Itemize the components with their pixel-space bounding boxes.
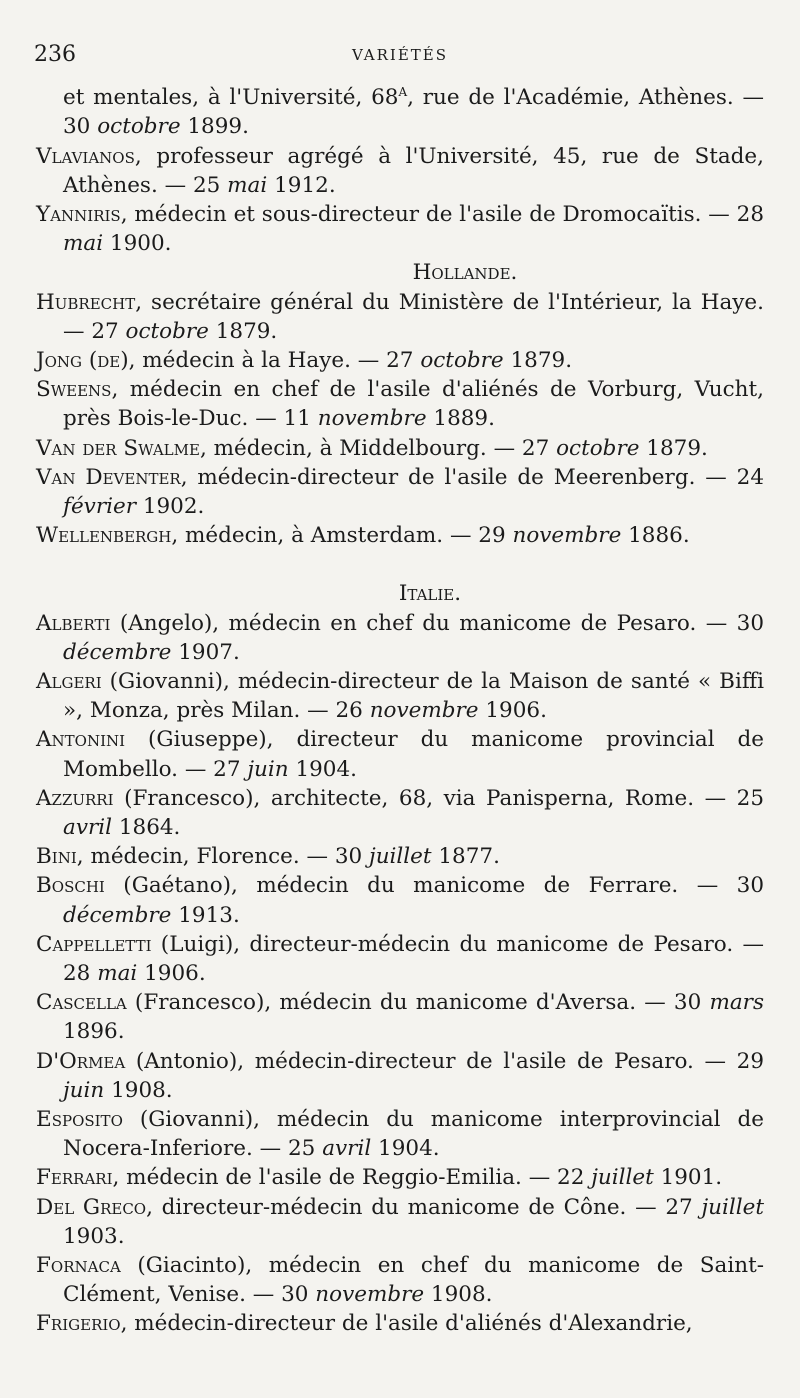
entry-text: (Giovanni), médecin-directeur de la Maison de santé « Biffi », Monza, près Milan. — 26 bbox=[63, 669, 764, 724]
entry bbox=[36, 434, 764, 463]
entry-date: février bbox=[63, 494, 136, 519]
entry-date: octobre bbox=[556, 435, 640, 461]
entry bbox=[36, 463, 764, 521]
entry bbox=[36, 1163, 764, 1192]
entry-name: Ferrari bbox=[36, 1165, 113, 1191]
entry-date: novembre bbox=[317, 406, 427, 432]
entry-date: juin bbox=[247, 756, 289, 782]
section-heading-holland: Hollande. bbox=[412, 260, 518, 286]
entry-name: D'Ormea bbox=[36, 1048, 126, 1074]
page-header bbox=[34, 42, 766, 72]
entry-year: 1906. bbox=[137, 961, 206, 987]
entry-year: 1904. bbox=[288, 756, 357, 782]
entry-name: Algeri bbox=[36, 669, 102, 695]
entry-name: Fornaca bbox=[36, 1253, 121, 1279]
entry-text: (Francesco), médecin du manicome d'Aversa. — 30 bbox=[126, 990, 710, 1016]
entry-name: Bini bbox=[36, 844, 77, 870]
entry-year: 1913. bbox=[171, 902, 240, 928]
running-title: VARIÉTÉS bbox=[351, 46, 449, 64]
entry-year: 1889. bbox=[426, 406, 495, 432]
entry-date: mai bbox=[63, 231, 104, 257]
italy-entries bbox=[36, 609, 764, 1310]
entry-year: 1879. bbox=[503, 347, 573, 373]
entry-text: (Giacinto), médecin en chef du manicome de Saint-Clément, Venise. — 30 bbox=[63, 1253, 764, 1308]
entry bbox=[36, 1105, 764, 1163]
entry-date: juin bbox=[63, 1077, 105, 1103]
entry-year: 1906. bbox=[478, 698, 547, 724]
entry-name: Hubrecht bbox=[36, 289, 136, 315]
entry-last: Frigerio, médecin-directeur de l'asile d'aliénés d'Alexandrie, bbox=[36, 1311, 693, 1337]
entry-year: 1879. bbox=[639, 435, 708, 461]
entry-name: Esposito bbox=[36, 1107, 123, 1133]
entry-name: Van Deventer bbox=[36, 464, 181, 490]
entry-text: (Antonio), médecin-directeur de l'asile de Pesaro. — 29 bbox=[125, 1048, 764, 1074]
entry-name: Jong (de) bbox=[36, 347, 129, 373]
entry-year: 1901. bbox=[653, 1165, 723, 1191]
entry-text: (Giovanni), médecin du manicome interprovincial de Nocera-Inferiore. — 25 bbox=[63, 1107, 764, 1162]
entry-date: novembre bbox=[315, 1282, 425, 1308]
entry-date: décembre bbox=[63, 639, 172, 665]
entry-text: , directeur-médecin du manicome de Cône. — 27 bbox=[146, 1194, 702, 1220]
entry-name: Del Greco bbox=[36, 1194, 147, 1220]
entry bbox=[36, 609, 764, 667]
entry-text: (Giuseppe), directeur du manicome provincial de Mombello. — 27 bbox=[63, 727, 764, 782]
entry-text: , médecin, à Middelbourg. — 27 bbox=[199, 435, 557, 461]
entry-year: 1912. bbox=[267, 172, 336, 198]
entry bbox=[36, 871, 764, 929]
entry-text: , médecin et sous-directeur de l'asile de Dromocaïtis. — 28 bbox=[120, 201, 764, 227]
entry bbox=[36, 1193, 764, 1251]
entry-year: 1908. bbox=[104, 1077, 173, 1103]
entry-text: (Luigi), directeur-médecin du manicome de Pesaro. — 28 bbox=[63, 931, 764, 987]
entry-date: juillet bbox=[591, 1165, 654, 1191]
entry-date: juillet bbox=[369, 844, 432, 870]
entry bbox=[36, 667, 764, 725]
entry bbox=[36, 930, 764, 988]
entry-text: , médecin-directeur de l'asile de Meerenberg. — 24 bbox=[180, 464, 764, 490]
entry bbox=[36, 375, 764, 433]
entry-year: 1886. bbox=[621, 523, 690, 549]
entry-year: 1879. bbox=[208, 318, 278, 344]
section-heading-italy: Italie. bbox=[398, 581, 462, 607]
entry bbox=[36, 288, 764, 346]
entry-name: Vlavianos bbox=[36, 143, 135, 169]
entry-date: mars bbox=[709, 990, 764, 1016]
entry-text: , professeur agrégé à l'Université, 45, rue de Stade, Athènes. — 25 bbox=[63, 143, 764, 198]
entry bbox=[36, 200, 764, 258]
entry-year: 1907. bbox=[171, 639, 240, 665]
entry-name: Boschi bbox=[36, 873, 105, 899]
entry bbox=[36, 346, 764, 375]
entry-date: mai bbox=[97, 961, 138, 987]
entry-year: 1877. bbox=[431, 844, 500, 870]
entry-year: 1903. bbox=[63, 1223, 125, 1249]
entry-year: 1908. bbox=[424, 1282, 493, 1308]
entry-name: Antonini bbox=[36, 727, 126, 753]
entry bbox=[36, 521, 764, 550]
entry-date: mai bbox=[227, 172, 268, 198]
entry bbox=[36, 1251, 764, 1309]
entry-date: avril bbox=[322, 1136, 372, 1162]
entry-name: Wellenbergh bbox=[36, 523, 172, 549]
greece-entries bbox=[36, 142, 764, 259]
entry bbox=[36, 842, 764, 871]
entry-name: Van der Swalme bbox=[36, 435, 200, 461]
entry-text: (Angelo), médecin en chef du manicome de Pesaro. — 30 bbox=[110, 610, 764, 636]
entry-date: décembre bbox=[63, 902, 172, 928]
entry-name: Sweens bbox=[36, 377, 112, 403]
entry-text: , médecin, à Amsterdam. — 29 bbox=[171, 523, 513, 549]
entry bbox=[36, 784, 764, 842]
entry-date: octobre bbox=[125, 318, 209, 344]
entry-text: , médecin, Florence. — 30 bbox=[76, 844, 370, 870]
entry-name: Yanniris bbox=[36, 201, 121, 227]
entry-date: octobre bbox=[420, 347, 504, 373]
entry-text: , médecin de l'asile de Reggio-Emilia. — 22 bbox=[112, 1165, 592, 1191]
entry-date: novembre bbox=[512, 523, 622, 549]
entry-date: avril bbox=[63, 815, 112, 841]
continuation-entry: et mentales, à l'Université, $68^A$, rue de l'Académie, Athènes. — 30 octobre 1899. bbox=[63, 85, 764, 140]
holland-entries bbox=[36, 288, 764, 551]
page-number: 236 bbox=[34, 42, 76, 67]
entry-year: 1896. bbox=[63, 1019, 125, 1045]
entry-year: 1864. bbox=[112, 815, 181, 841]
entry-name: Cappelletti bbox=[36, 931, 152, 957]
entry bbox=[36, 142, 764, 200]
entry bbox=[36, 1047, 764, 1105]
entry bbox=[36, 725, 764, 783]
entry-text: (Francesco), architecte, 68, via Panisperna, Rome. — 25 bbox=[113, 785, 764, 811]
entry-name: Cascella bbox=[36, 990, 127, 1016]
entry-year: 1904. bbox=[371, 1136, 440, 1162]
entry-date: novembre bbox=[369, 698, 479, 724]
entry bbox=[36, 988, 764, 1046]
body-text bbox=[36, 78, 764, 1339]
entry-year: 1902. bbox=[135, 494, 205, 519]
entry-date: juillet bbox=[701, 1194, 764, 1220]
entry-name: Alberti bbox=[36, 610, 111, 636]
entry-text: , médecin à la Haye. — 27 bbox=[128, 347, 421, 373]
entry-text: (Gaétano), médecin du manicome de Ferrare. — 30 bbox=[104, 873, 764, 899]
entry-text: , secrétaire général du Ministère de l'Intérieur, la Haye. — 27 bbox=[63, 289, 764, 344]
entry-year: 1900. bbox=[103, 231, 172, 257]
entry-name: Azzurri bbox=[36, 785, 114, 811]
entry-text: , médecin en chef de l'asile d'aliénés de Vorburg, Vucht, près Bois-le-Duc. — 11 bbox=[63, 377, 764, 432]
